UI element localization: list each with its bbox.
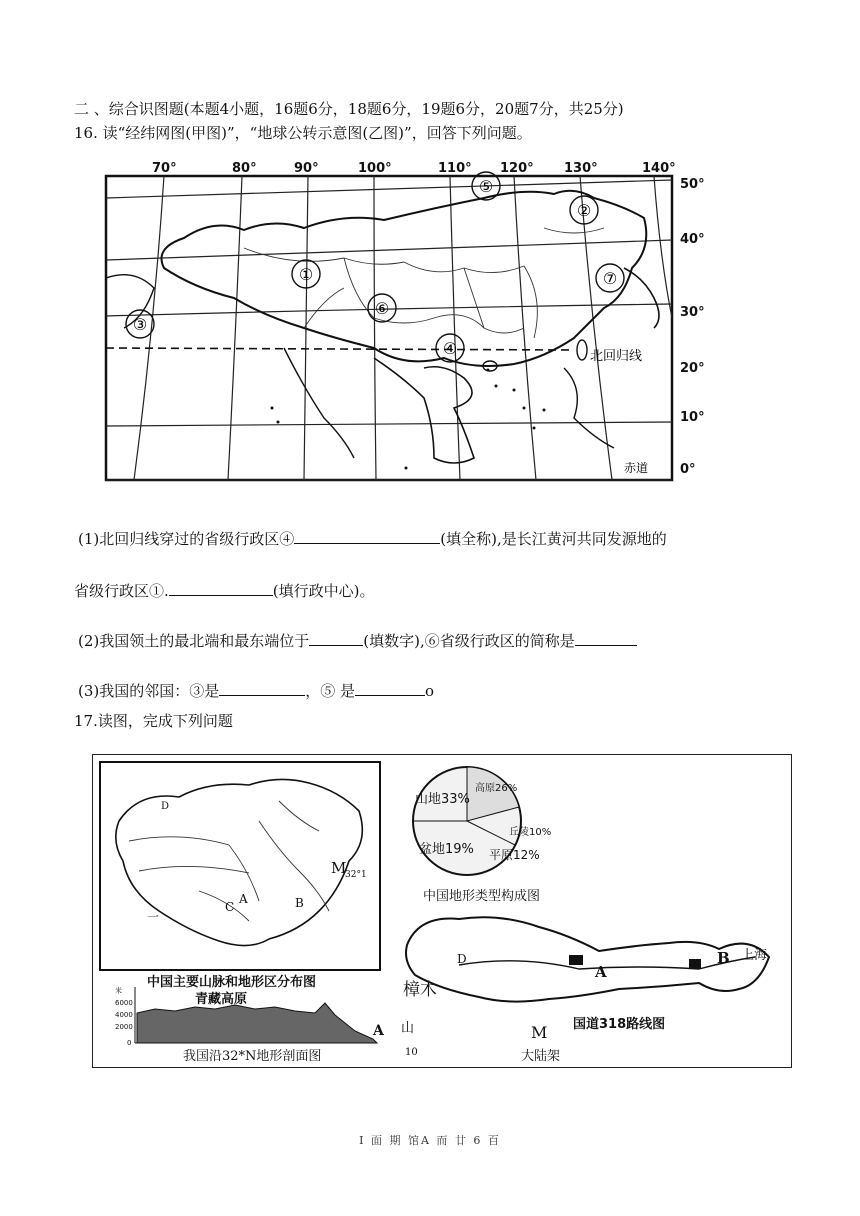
road-zhangmu: 樟木 [403, 980, 437, 1000]
map-label-lat: 32°1 [345, 870, 367, 880]
lon-label: 120° [500, 161, 534, 176]
q16-p2b: (填数字),⑥省级行政区的简称是 [363, 632, 575, 650]
q17-stem: 17.读图，完成下列问题 [74, 712, 233, 730]
q16-p2a: (2)我国领土的最北端和最东端位于 [78, 632, 310, 650]
map-label-dash: 一 [147, 910, 160, 924]
marker-1: ① [298, 265, 314, 284]
pie-label: 盆地19% [419, 842, 474, 857]
answer-blank-5[interactable] [355, 681, 425, 696]
road-ten: 10 [405, 1047, 418, 1058]
map-caption: 中国主要山脉和地形区分布图 [147, 975, 317, 990]
marker-7: ⑦ [602, 269, 618, 288]
answer-blank-extreme[interactable] [309, 631, 363, 646]
terrain-pie [405, 763, 575, 883]
marker-6: ⑥ [374, 299, 390, 318]
q16-p1c: 省级行政区①. [74, 582, 169, 600]
profile-tick: 2000 [115, 1023, 133, 1031]
q16-p3a: (3)我国的邻国：③是 [78, 682, 220, 700]
q16-p1-line2 [74, 580, 375, 601]
map-label-c: C [225, 900, 235, 914]
equator-label: 赤道 [624, 461, 649, 475]
lat-label: 20° [680, 361, 705, 376]
profile-tick: 4000 [115, 1011, 133, 1019]
road-shanghai: 上海 [741, 948, 768, 963]
answer-blank-1[interactable] [169, 581, 273, 596]
answer-blank-4[interactable] [294, 529, 440, 544]
pie-caption: 中国地形类型构成图 [423, 889, 541, 904]
road-318-map [399, 905, 779, 1025]
profile-axis: 米 [115, 987, 122, 995]
marker-3: ③ [132, 315, 148, 334]
lon-label: 70° [152, 161, 177, 176]
lon-label: 130° [564, 161, 598, 176]
profile-a: A [373, 1023, 384, 1039]
page-footer: I 面 期 馆A 而 廿 6 百 [359, 1134, 501, 1147]
q17-figure [92, 754, 792, 1068]
profile-chart [115, 983, 387, 1049]
china-mountains-map [99, 761, 381, 971]
lat-lon-map [104, 158, 724, 488]
lon-label: 110° [438, 161, 472, 176]
lat-label: 10° [680, 410, 705, 425]
lat-label: 0° [680, 462, 696, 477]
lat-label: 50° [680, 177, 705, 192]
profile-tick: 6000 [115, 999, 133, 1007]
road-b: B [717, 949, 730, 967]
q16-p3b: ，⑤ 是 [305, 682, 356, 700]
map-label-m: M [331, 859, 347, 877]
road-d: D [457, 952, 467, 966]
lon-label: 90° [294, 161, 319, 176]
pie-label: 平原12% [489, 848, 540, 862]
lon-label: 100° [358, 161, 392, 176]
pie-label: 山地33% [415, 792, 470, 807]
profile-tick: 0 [127, 1039, 132, 1047]
answer-blank-3[interactable] [219, 681, 305, 696]
q16-p2 [78, 630, 637, 651]
lat-label: 30° [680, 305, 705, 320]
lat-label: 40° [680, 232, 705, 247]
q16-p1b: (填全称),是长江黄河共同发源地的 [440, 530, 667, 548]
road-shan: 山 [401, 1021, 415, 1036]
profile-title: 青藏高原 [195, 992, 248, 1007]
marker-5: ⑤ [478, 177, 494, 196]
answer-blank-6[interactable] [575, 631, 637, 646]
q16-p1a: (1)北回归线穿过的省级行政区④ [78, 530, 295, 548]
map-label-a: A [239, 892, 248, 906]
q16-p1-line1 [78, 528, 667, 549]
marker-2: ② [576, 201, 592, 220]
pie-label: 高原26% [475, 783, 518, 794]
q16-stem: 16. 读“经纬网图(甲图)”，“地球公转示意图(乙图)”，回答下列问题。 [74, 124, 532, 142]
road-caption: 国道318路线图 [573, 1017, 666, 1032]
q16-p1d: (填行政中心)。 [272, 582, 375, 600]
profile-caption: 我国沿32*N地形剖面图 [183, 1049, 322, 1064]
road-m: M [531, 1023, 548, 1042]
tropic-label: 北回归线 [590, 349, 643, 364]
q16-p3c: o [425, 682, 435, 700]
map-label-d: D [161, 801, 170, 812]
road-shelf: 大陆架 [521, 1049, 561, 1064]
q16-p3 [78, 680, 434, 701]
section-title: 二 、综合识图题(本题4小题，16题6分，18题6分，19题6分，20题7分，共25分) [74, 100, 624, 118]
marker-4: ④ [442, 339, 458, 358]
road-a: A [595, 963, 607, 981]
lon-label: 140° [642, 161, 676, 176]
lon-label: 80° [232, 161, 257, 176]
pie-label: 丘陵10% [509, 827, 552, 838]
map-label-b: B [295, 896, 304, 910]
